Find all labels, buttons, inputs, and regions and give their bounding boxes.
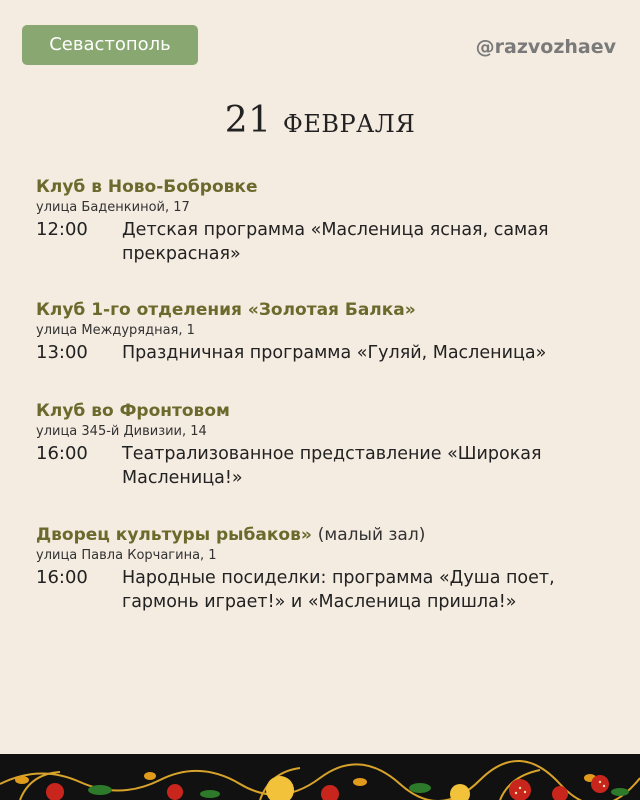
venue-name: Клуб в Ново-Бобровке	[36, 177, 258, 197]
event-item	[36, 400, 616, 490]
city-badge: Севастополь	[22, 25, 198, 65]
event-time: 16:00	[36, 443, 88, 464]
page-title	[0, 100, 640, 141]
event-item	[36, 299, 616, 365]
event-description: Народные посиделки: программа «Душа поет, гармонь играет!» и «Масленица пришла!»	[122, 568, 555, 612]
event-time: 12:00	[36, 219, 88, 240]
venue-address: улица Междурядная, 1	[36, 323, 195, 338]
venue-name: Клуб во Фронтовом	[36, 401, 230, 421]
khokhloma-ornament-icon	[0, 754, 640, 800]
event-description: Театрализованное представление «Широкая Масленица!»	[122, 444, 542, 488]
venue-address: улица Баденкиной, 17	[36, 200, 190, 215]
event-description: Детская программа «Масленица ясная, самая прекрасная»	[122, 220, 549, 264]
venue-note: (малый зал)	[317, 525, 426, 545]
venue-name: Клуб 1-го отделения «Золотая Балка»	[36, 300, 416, 320]
venue-address: улица 345-й Дивизии, 14	[36, 424, 207, 439]
event-time: 13:00	[36, 342, 88, 363]
date-day: 21	[224, 100, 272, 141]
event-item	[36, 524, 616, 614]
ornament-svg	[0, 754, 640, 800]
date-month: февраля	[282, 101, 416, 141]
venue-address: улица Павла Корчагина, 1	[36, 548, 217, 563]
event-item	[36, 176, 616, 266]
venue-name-text: Дворец культуры рыбаков»	[36, 525, 312, 545]
venue-name	[36, 524, 616, 546]
author-handle: @razvozhaev	[475, 36, 616, 58]
event-description: Праздничная программа «Гуляй, Масленица»	[122, 343, 547, 363]
event-time: 16:00	[36, 567, 88, 588]
